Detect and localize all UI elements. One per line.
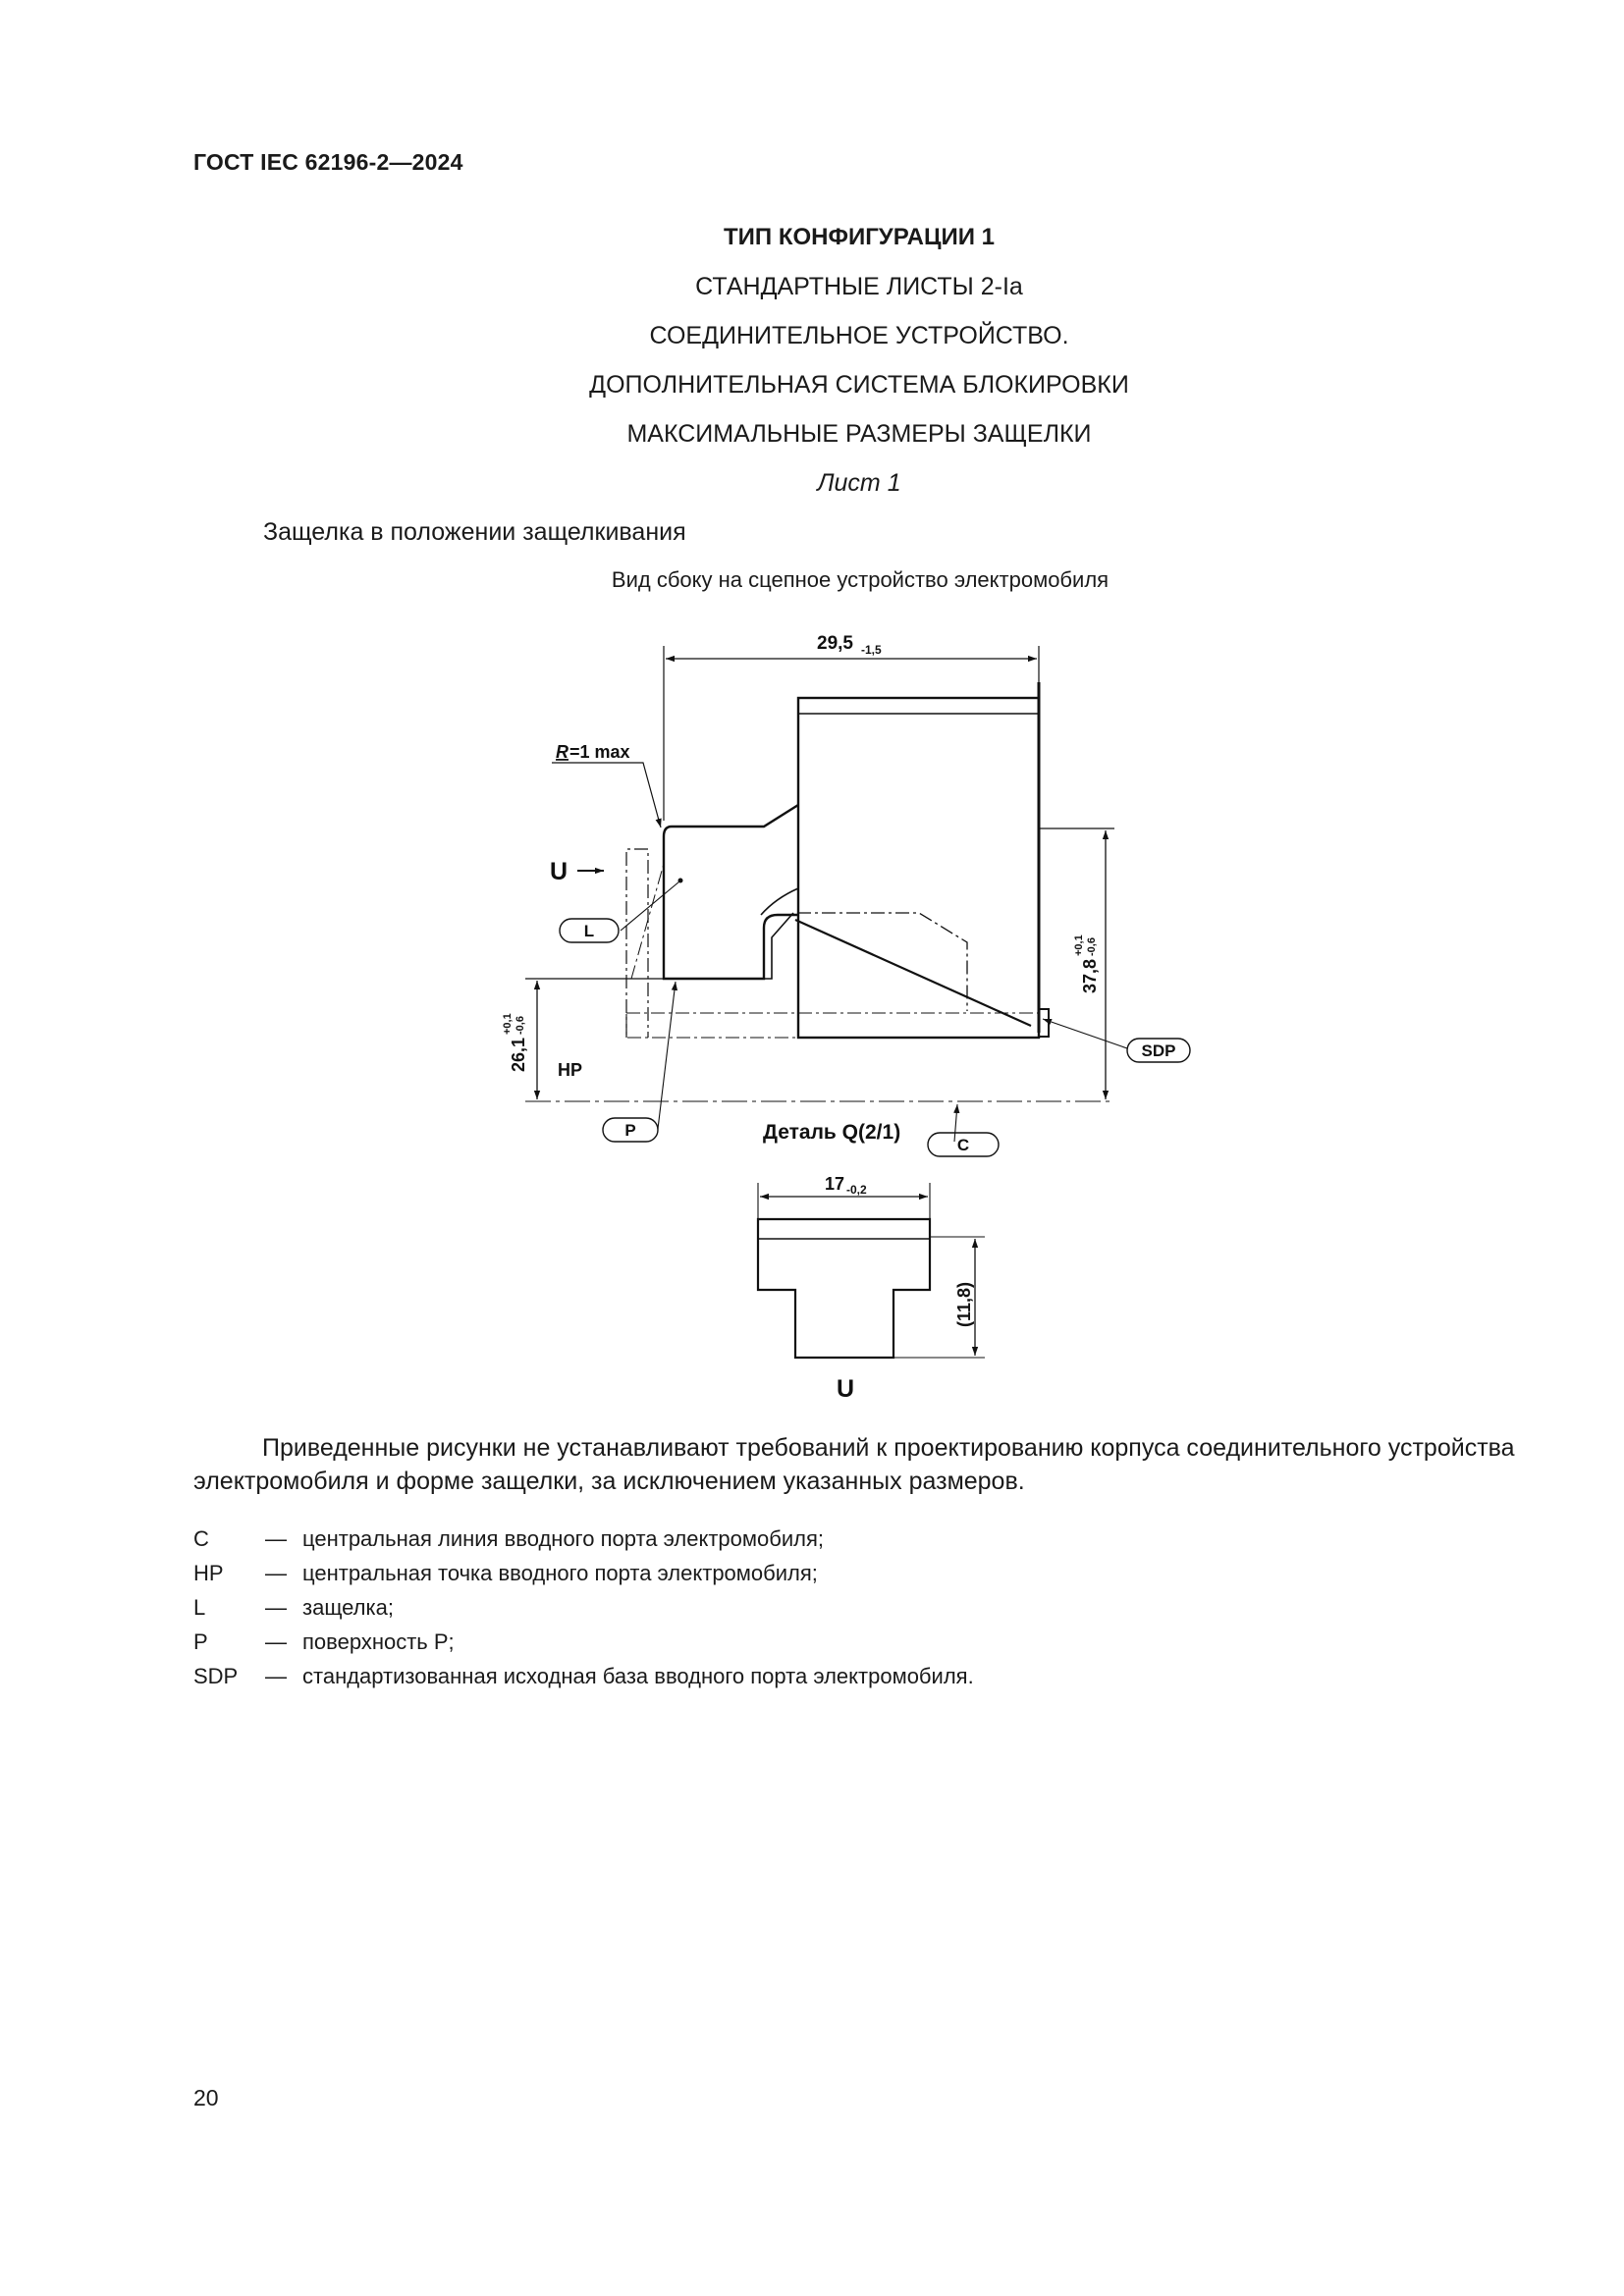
dim-width-tolerance: -1,5	[861, 643, 882, 657]
title-line-connector: СОЕДИНИТЕЛЬНОЕ УСТРОЙСТВО.	[649, 322, 1069, 349]
note-paragraph: Приведенные рисунки не устанавливают требований к проектированию корпуса соединительного устройства электромобиля и форме защелки, за исключением указанных размеров.	[193, 1434, 1515, 1495]
legend-key-hp: HP	[193, 1561, 224, 1585]
radius-value: =1 max	[569, 742, 630, 762]
latch-position-caption: Защелка в положении защелкивания	[263, 518, 686, 546]
legend-text-sdp: стандартизованная исходная база вводного порта электромобиля.	[302, 1664, 974, 1688]
callout-sdp-text: SDP	[1141, 1041, 1176, 1060]
legend-dash: —	[265, 1595, 287, 1620]
detail-dim-width-tolerance: -0,2	[846, 1183, 867, 1197]
detail-view-label-u: U	[837, 1375, 855, 1403]
callout-p-text: P	[624, 1121, 636, 1140]
side-view-caption: Вид сбоку на сцепное устройство электромобиля	[611, 567, 1110, 592]
latch-body	[664, 805, 798, 979]
latch-side-view	[525, 646, 1190, 1156]
legend-key-l: L	[193, 1595, 206, 1620]
legend-dash: —	[265, 1526, 287, 1551]
dim-width-value: 29,5	[817, 633, 853, 654]
hp-label: HP	[558, 1060, 583, 1080]
legend-dash: —	[265, 1561, 287, 1585]
callout-c-text: C	[956, 1136, 970, 1154]
detail-dim-height-value: (11,8)	[954, 1281, 974, 1327]
legend-key-c: C	[193, 1526, 209, 1551]
legend-text-l: защелка;	[302, 1595, 394, 1620]
detail-profile	[758, 1219, 930, 1358]
title-line-standard-sheets: СТАНДАРТНЫЕ ЛИСТЫ 2-Ia	[695, 273, 1023, 300]
callout-l-text: L	[583, 922, 595, 940]
page-number: 20	[193, 2085, 219, 2110]
base-plate	[626, 1013, 1039, 1038]
latch-slope	[795, 920, 1031, 1026]
housing-body	[798, 698, 1039, 1038]
latch-detail-u-view	[758, 1183, 985, 1358]
legend-dash: —	[265, 1664, 287, 1688]
legend-text-p: поверхность P;	[302, 1629, 455, 1654]
dim-height-right-tol-bottom: -0,6	[1086, 937, 1098, 956]
dim-height-left-tol-bottom: -0,6	[514, 1016, 526, 1035]
detail-dim-width-value: 17	[825, 1174, 845, 1194]
dim-height-left-tol-top: +0,1	[502, 1013, 514, 1035]
vertical-plate	[626, 849, 648, 1038]
document-id: ГОСТ IEC 62196-2—2024	[193, 149, 463, 175]
dim-height-left-value: 26,1	[509, 1037, 528, 1072]
legend-text-c: центральная линия вводного порта электромобиля;	[302, 1526, 824, 1551]
dim-height-right-value: 37,8	[1080, 958, 1100, 993]
dim-height-right-tol-top: +0,1	[1073, 934, 1085, 956]
hidden-profile	[797, 913, 967, 1011]
view-marker-u: U	[550, 858, 568, 885]
radius-leader	[552, 763, 661, 828]
title-line-locking-system: ДОПОЛНИТЕЛЬНАЯ СИСТЕМА БЛОКИРОВКИ	[589, 371, 1129, 399]
detail-q-caption: Деталь Q(2/1)	[763, 1121, 901, 1144]
legend-key-sdp: SDP	[193, 1664, 239, 1688]
legend-text-hp: центральная точка вводного порта электромобиля;	[302, 1561, 818, 1585]
title-line-latch-dimensions: МАКСИМАЛЬНЫЕ РАЗМЕРЫ ЗАЩЕЛКИ	[626, 420, 1092, 448]
radius-letter: R	[556, 742, 568, 762]
legend-key-p: P	[193, 1629, 208, 1654]
legend-dash: —	[265, 1629, 287, 1654]
section-title: ТИП КОНФИГУРАЦИИ 1	[723, 224, 996, 250]
sheet-number: Лист 1	[817, 469, 901, 497]
